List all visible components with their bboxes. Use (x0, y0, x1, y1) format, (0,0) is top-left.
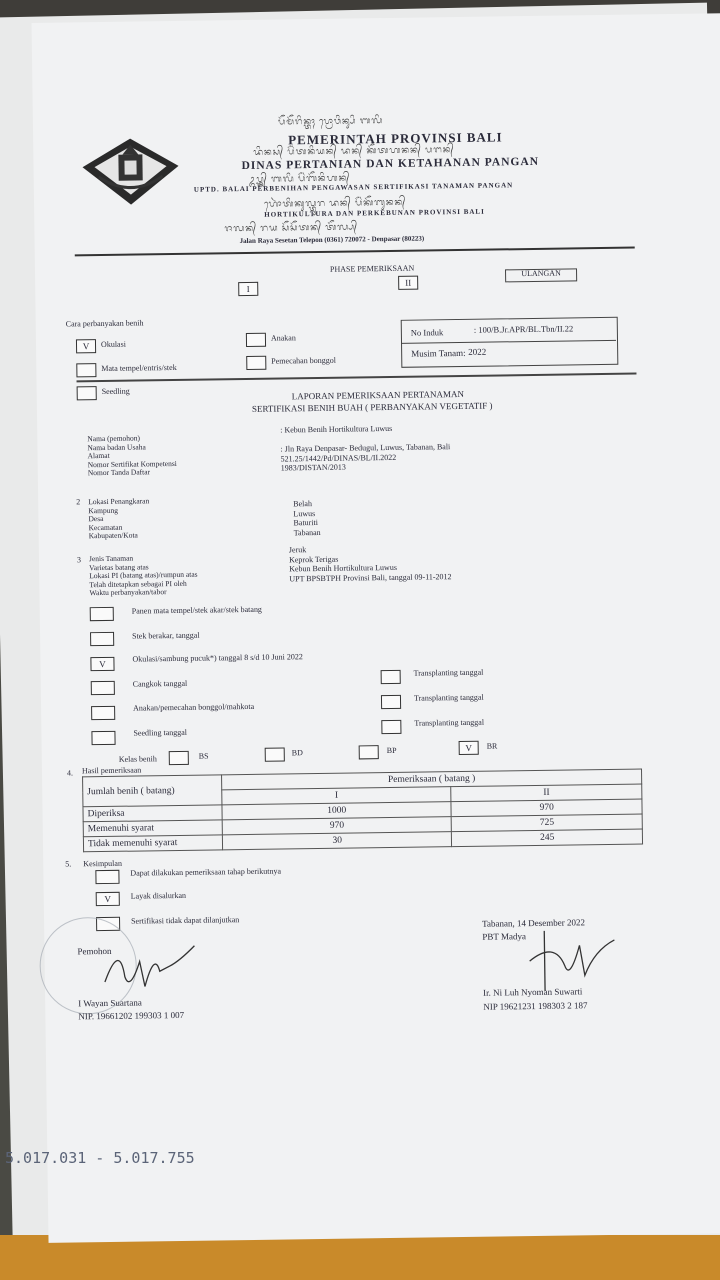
anakan-checkbox[interactable] (246, 333, 266, 347)
nomor-sertifikat-label: Nomor Sertifikat Kompetensi (87, 458, 177, 469)
cangkok-label: Cangkok tanggal (132, 678, 188, 689)
col-jumlah-header: Jumlah benih ( batang) (83, 775, 222, 807)
transplanting-checkbox-1[interactable] (381, 670, 401, 684)
nip-left: NIP. 19661202 199303 1 007 (78, 1009, 185, 1022)
seedling-date-label: Seedling tanggal (133, 727, 188, 738)
varietas-value: Keprok Terigas (288, 554, 339, 564)
bs-label: BS (198, 751, 209, 761)
address-line: Jalan Raya Sesetan Telepon (0361) 720072 - Denpasar (80223) (239, 234, 425, 246)
script-line-4: ᬳᭀᬃᬢᬶᬓᬸᬮ᭄ᬢᬸᬭ ᬤᬦ᭄ ᬧᭂᬃᬓᭂᬩᬸᬦᬦ᭄ (263, 196, 407, 209)
br-label: BR (486, 741, 498, 751)
musim-label: Musim Tanam: (411, 347, 466, 359)
nomor-tanda-label: Nomor Tanda Daftar (87, 467, 151, 478)
panen-label: Panen mata tempel/stek akar/stek batang (131, 604, 262, 616)
jenis-value: Jeruk (288, 545, 307, 555)
hasil-number: 4. (66, 768, 74, 778)
okulasi-date-label: Okulasi/sambung pucuk*) tanggal 8 s/d 10 Juni 2022 (132, 652, 303, 664)
script-line-5: ᬚᬮᬦ᭄ ᬭᬬ ᬲᭂᬲᭂᬢᬦ᭄ ᬢᭂᬮ᭄ᬧ᭄ (224, 221, 359, 234)
kesimpulan-number: 5. (65, 859, 72, 869)
cangkok-checkbox[interactable] (91, 681, 115, 695)
anakan-date-label: Anakan/pemecahan bonggol/mahkota (133, 701, 255, 713)
okulasi-checkbox[interactable]: V (76, 339, 96, 353)
desa-label: Desa (88, 513, 104, 524)
plant-labels (89, 554, 198, 598)
kelas-label: Kelas benih (118, 754, 157, 764)
nama-badan-value: : Kebun Benih Hortikultura Luwus (280, 423, 393, 435)
nama-pemohon-label: Nama (pemohon) (87, 433, 141, 444)
br-checkbox[interactable]: V (459, 741, 479, 755)
lokasi-pi-value: Kebun Benih Hortikultura Luwus (289, 562, 397, 574)
jenis-label: Jenis Tanaman (88, 553, 134, 564)
applicant-values (280, 423, 450, 473)
script-line-2: ᬤᬶᬦᬲ᭄ ᬧᭂᬃᬢᬦᬶᬬᬦ᭄ ᬤᬦ᭄ ᬓᭂᬢᬳᬦᬦ᭄ ᬧᬗᬦ᭄ (253, 144, 455, 157)
transplanting-label-3: Transplanting tanggal (414, 717, 485, 728)
script-line-3: ᬉᬧ᭄ᬢ᭄ᬤ᭄ ᬩᬮᬶ ᬧᭂᬃᬩᭂᬦᬶᬳᬦ᭄ (248, 172, 351, 184)
transplanting-checkbox-2[interactable] (381, 695, 401, 709)
role-right: PBT Madya (482, 931, 526, 942)
report-title-2: SERTIFIKASI BENIH BUAH ( PERBANYAKAN VEGETATIF ) (251, 400, 493, 414)
government-title: PEMERINTAH PROVINSI BALI (288, 129, 503, 148)
stek-checkbox[interactable] (90, 632, 114, 646)
transplanting-label-2: Transplanting tanggal (413, 692, 484, 703)
bp-label: BP (386, 745, 397, 756)
nama-badan-label: Nama badan Usaha (87, 441, 146, 452)
row-value-ii: 245 (452, 829, 643, 847)
unit-line-1: UPTD. BALAI PERBENIHAN PENGAWASAN SERTIFIKASI TANAMAN PANGAN (193, 181, 514, 194)
row-value-ii: 725 (452, 814, 643, 832)
location-labels (88, 497, 150, 540)
script-line-1: ᬧᭂᬫᭂᬭᬶᬦ᭄ᬢᬄ ᬧ᭄ᬭᭀᬯᬶᬦ᭄ᬲᬶ ᬩᬮᬶ (277, 115, 384, 127)
row-label: Tidak memenuhi syarat (83, 835, 222, 852)
section-3-number: 3 (76, 555, 82, 565)
musim-value: 2022 (468, 346, 487, 357)
transplanting-checkbox-3[interactable] (381, 720, 401, 734)
varietas-label: Varietas batang atas (89, 561, 149, 572)
desa-value: Luwus (293, 508, 316, 518)
okulasi-date-checkbox[interactable]: V (90, 657, 114, 671)
row-value-i: 1000 (222, 802, 452, 820)
panen-checkbox[interactable] (90, 607, 114, 621)
document-page (32, 13, 720, 1243)
anakan-label: Anakan (270, 333, 296, 343)
bali-emblem-logo (78, 136, 184, 207)
bp-checkbox[interactable] (359, 745, 379, 759)
plant-values (289, 543, 452, 583)
kecamatan-label: Kecamatan (88, 522, 123, 532)
unit-line-2: HORTIKULTURA DAN PERKEBUNAN PROVINSI BALI (264, 207, 485, 219)
section-2-number: 2 (76, 497, 81, 507)
row-label: Memenuhi syarat (83, 820, 222, 837)
mata-tempel-label: Mata tempel/entris/stek (101, 362, 177, 374)
tanda-value: 1983/DISTAN/2013 (280, 462, 346, 473)
nip-right: NIP 19621231 198303 2 187 (483, 1000, 588, 1012)
kesimpulan-opt1-checkbox[interactable] (95, 870, 119, 884)
place-date: Tabanan, 14 Desember 2022 (482, 917, 586, 929)
kabupaten-label: Kabupaten/Kota (88, 530, 138, 541)
pemecahan-label: Pemecahan bonggol (271, 355, 336, 366)
location-values (293, 499, 321, 537)
alamat-label: Alamat (87, 450, 110, 461)
ditetapkan-value: UPT BPSBTPH Provinsi Bali, tanggal 09-11-2012 (289, 571, 452, 583)
header-rule (75, 247, 635, 257)
kesimpulan-title: Kesimpulan (83, 858, 122, 869)
col-i-header: I (222, 787, 452, 805)
role-left: Pemohon (77, 945, 112, 957)
no-induk-value: : 100/B.Jr.APR/BL.Tbn/II.22 (473, 323, 574, 335)
bd-checkbox[interactable] (265, 747, 285, 761)
hasil-title: Hasil pemeriksaan (81, 765, 142, 776)
transplanting-label-1: Transplanting tanggal (413, 667, 484, 678)
row-label: Diperiksa (83, 805, 222, 822)
propagation-title: Cara perbanyakan benih (65, 318, 144, 329)
ditetapkan-label: Telah ditetapkan sebagai PI oleh (89, 578, 187, 589)
phase-two-checkbox[interactable]: II (398, 276, 418, 290)
kesimpulan-opt1-label: Dapat dilakukan pemeriksaan tahap berikutnya (130, 866, 282, 878)
bs-checkbox[interactable] (169, 751, 189, 765)
results-table (81, 765, 643, 852)
sertifikat-value: 521.25/1442/Pd/DINAS/BL/II.2022 (280, 452, 397, 464)
name-left: I Wayan Suartana (78, 997, 142, 1009)
seedling-checkbox[interactable] (77, 386, 97, 400)
col-ii-header: II (451, 784, 642, 802)
row-value-ii: 970 (451, 799, 642, 817)
lokasi-label: Lokasi Penangkaran (88, 496, 150, 507)
name-right: Ir. Ni Luh Nyoman Suwarti (483, 986, 583, 998)
pemecahan-checkbox[interactable] (246, 356, 266, 370)
alamat-value: : Jln Raya Denpasar- Bedugul, Luwus, Tabanan, Bali (280, 442, 451, 454)
signature-left (94, 931, 205, 1003)
stek-label: Stek berakar, tanggal (132, 630, 200, 641)
kampung-value: Belah (293, 499, 312, 509)
kesimpulan-opt2-label: Layak disalurkan (130, 890, 187, 901)
handwritten-note: 5.017.031 - 5.017.755 (5, 1149, 195, 1167)
kesimpulan-opt2-checkbox[interactable]: V (96, 892, 120, 906)
kesimpulan-opt3-label: Sertifikasi tidak dapat dilanjutkan (131, 915, 240, 926)
kecamatan-value: Baturiti (293, 517, 319, 528)
lokasi-pi-label: Lokasi PI (batang atas)/rumpun atas (89, 569, 198, 581)
bd-label: BD (291, 748, 303, 758)
seedling-date-checkbox[interactable] (91, 731, 115, 745)
row-value-i: 970 (222, 817, 452, 835)
section-rule (77, 373, 637, 383)
applicant-labels (87, 434, 177, 478)
no-induk-label: No Induk (410, 327, 444, 338)
mata-tempel-checkbox[interactable] (76, 363, 96, 377)
kabupaten-value: Tabanan (293, 527, 321, 537)
phase-one-checkbox[interactable]: I (238, 282, 258, 296)
okulasi-label: Okulasi (100, 339, 126, 350)
anakan-date-checkbox[interactable] (91, 706, 115, 720)
row-value-i: 30 (222, 832, 452, 850)
department-title: DINAS PERTANIAN DAN KETAHANAN PANGAN (241, 155, 540, 173)
seedling-label: Seedling (101, 386, 130, 397)
kampung-label: Kampung (88, 505, 118, 515)
waktu-label: Waktu perbanyakan/tabor (89, 587, 167, 598)
report-title-1: LAPORAN PEMERIKSAAN PERTANAMAN (291, 388, 465, 402)
phase-label: PHASE PEMERIKSAAN (329, 263, 415, 274)
ulangan-box[interactable]: ULANGAN (505, 268, 577, 282)
col-pemeriksaan-header: Pemeriksaan ( batang ) (222, 769, 642, 790)
